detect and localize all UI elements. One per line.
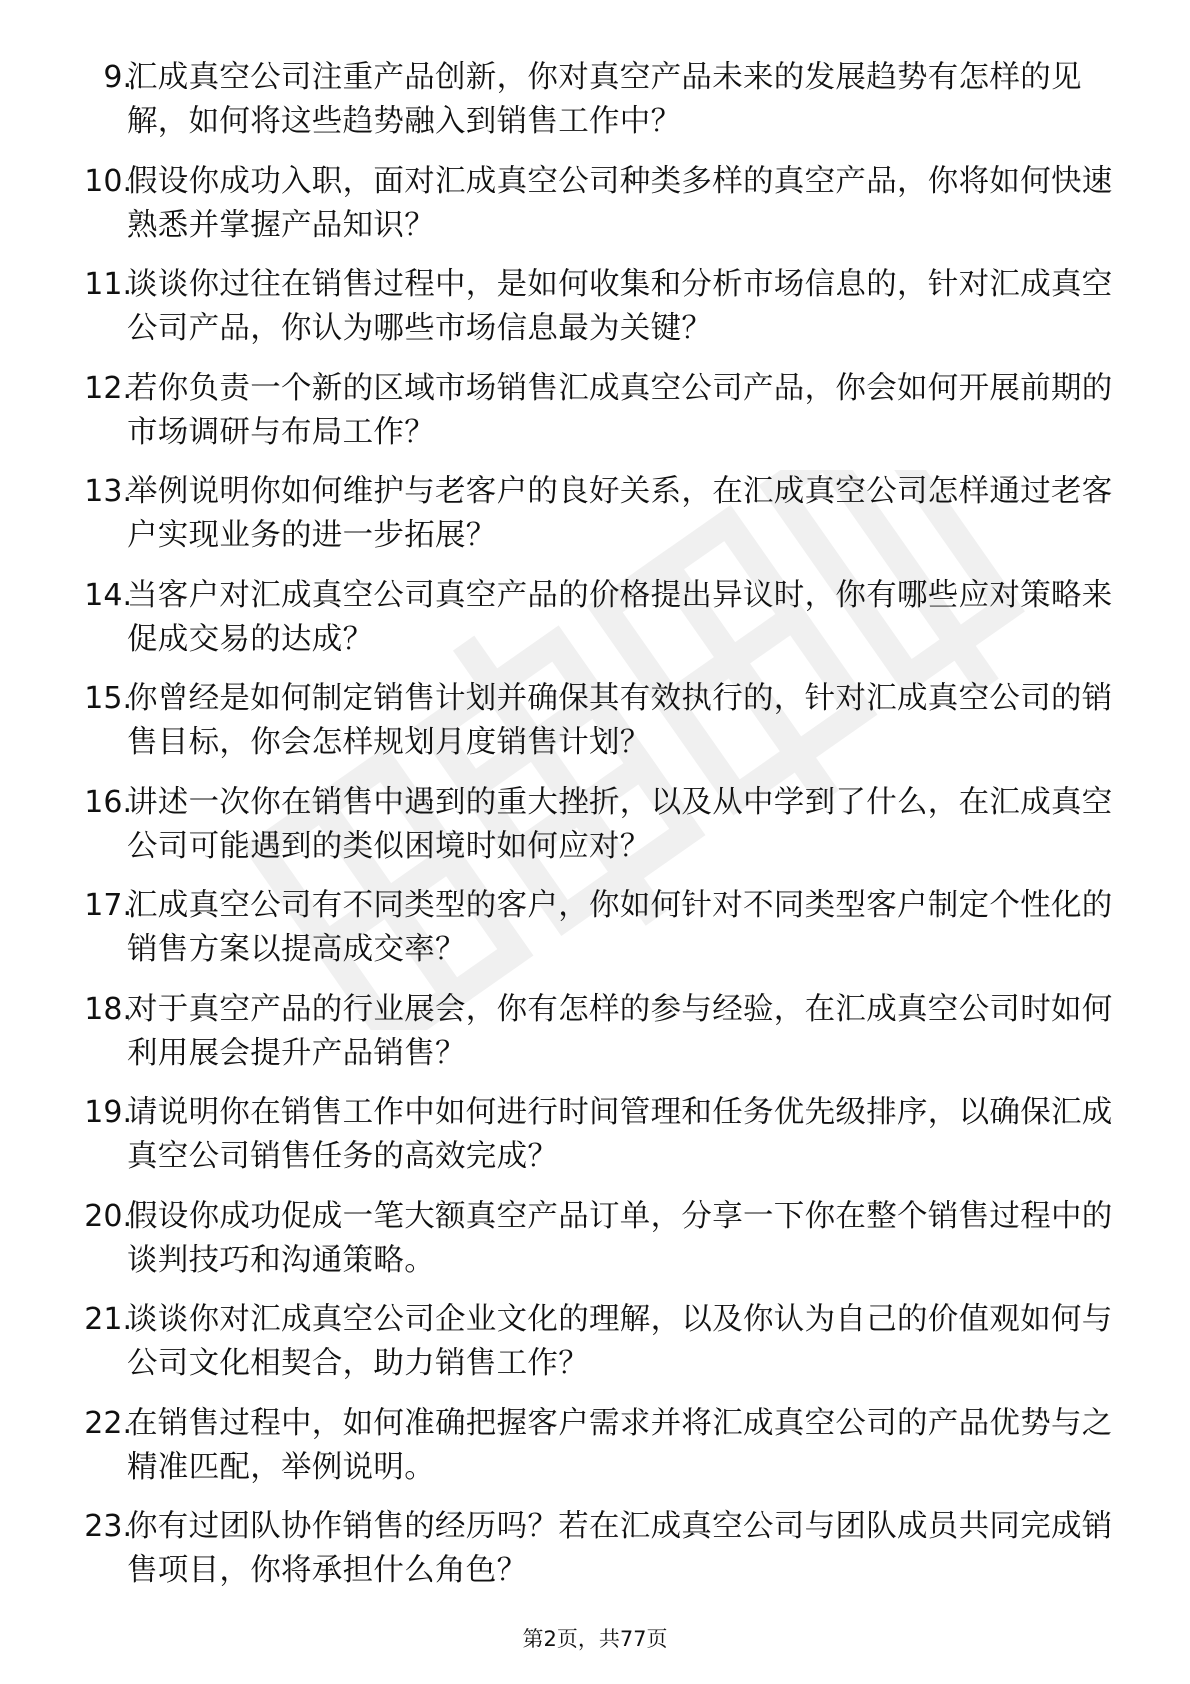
question-text: 谈谈你对汇成真空公司企业文化的理解，以及你认为自己的价值观如何与公司文化相契合，助力销售工作？ bbox=[127, 1302, 1113, 1381]
question-text: 举例说明你如何维护与老客户的良好关系，在汇成真空公司怎样通过老客户实现业务的进一步拓展？ bbox=[127, 474, 1113, 553]
question-text: 在销售过程中，如何准确把握客户需求并将汇成真空公司的产品优势与之精准匹配，举例说明。 bbox=[127, 1405, 1113, 1485]
question-item bbox=[0, 363, 1190, 467]
question-number: 20. bbox=[84, 1198, 132, 1234]
question-item bbox=[0, 466, 1190, 570]
question-number: 16. bbox=[84, 784, 132, 820]
question-number: 11. bbox=[84, 267, 132, 302]
question-item bbox=[0, 984, 1190, 1088]
question-number: 21. bbox=[84, 1302, 132, 1337]
question-number: 13. bbox=[84, 474, 132, 509]
question-text: 你曾经是如何制定销售计划并确保其有效执行的，针对汇成真空公司的销售目标，你会怎样规划月度销售计划？ bbox=[127, 681, 1113, 760]
question-item bbox=[0, 1294, 1190, 1398]
question-item bbox=[0, 259, 1190, 363]
question-text: 假设你成功入职，面对汇成真空公司种类多样的真空产品，你将如何快速熟悉并掌握产品知识？ bbox=[127, 163, 1113, 243]
question-text: 对于真空产品的行业展会，你有怎样的参与经验，在汇成真空公司时如何利用展会提升产品销售？ bbox=[127, 991, 1113, 1071]
question-text: 谈谈你过往在销售过程中，是如何收集和分析市场信息的，针对汇成真空公司产品，你认为哪些市场信息最为关键？ bbox=[127, 267, 1113, 346]
question-item bbox=[0, 1191, 1190, 1295]
question-number: 23. bbox=[84, 1509, 132, 1544]
question-number: 9. bbox=[103, 60, 132, 95]
question-item bbox=[0, 1398, 1190, 1502]
question-item bbox=[0, 880, 1190, 984]
question-text: 当客户对汇成真空公司真空产品的价格提出异议时，你有哪些应对策略来促成交易的达成？ bbox=[127, 577, 1113, 657]
question-number: 18. bbox=[84, 991, 132, 1027]
question-text: 请说明你在销售工作中如何进行时间管理和任务优先级排序，以确保汇成真空公司销售任务的高效完成？ bbox=[127, 1095, 1113, 1174]
question-number: 22. bbox=[84, 1405, 132, 1441]
question-number: 17. bbox=[84, 888, 132, 923]
page-footer bbox=[0, 1625, 1190, 1653]
question-number: 10. bbox=[84, 163, 132, 199]
question-item bbox=[0, 673, 1190, 777]
page-number-label: 第2页，共77页 bbox=[522, 1627, 668, 1651]
question-number: 14. bbox=[84, 577, 132, 613]
question-text: 汇成真空公司有不同类型的客户，你如何针对不同类型客户制定个性化的销售方案以提高成交率？ bbox=[127, 888, 1113, 967]
question-list bbox=[0, 52, 1190, 1605]
question-item bbox=[0, 777, 1190, 881]
question-item bbox=[0, 1501, 1190, 1605]
question-text: 汇成真空公司注重产品创新，你对真空产品未来的发展趋势有怎样的见解，如何将这些趋势融入到销售工作中？ bbox=[127, 60, 1082, 139]
question-text: 讲述一次你在销售中遇到的重大挫折，以及从中学到了什么，在汇成真空公司可能遇到的类似困境时如何应对？ bbox=[127, 784, 1113, 864]
question-number: 12. bbox=[84, 370, 132, 406]
question-number: 19. bbox=[84, 1095, 132, 1130]
question-item bbox=[0, 52, 1190, 156]
question-item bbox=[0, 570, 1190, 674]
question-number: 15. bbox=[84, 681, 132, 716]
question-text: 若你负责一个新的区域市场销售汇成真空公司产品，你会如何开展前期的市场调研与布局工作？ bbox=[127, 370, 1113, 450]
question-text: 假设你成功促成一笔大额真空产品订单，分享一下你在整个销售过程中的谈判技巧和沟通策略。 bbox=[127, 1198, 1113, 1278]
question-text: 你有过团队协作销售的经历吗？若在汇成真空公司与团队成员共同完成销售项目，你将承担什么角色？ bbox=[127, 1509, 1113, 1588]
question-item bbox=[0, 156, 1190, 260]
question-item bbox=[0, 1087, 1190, 1191]
